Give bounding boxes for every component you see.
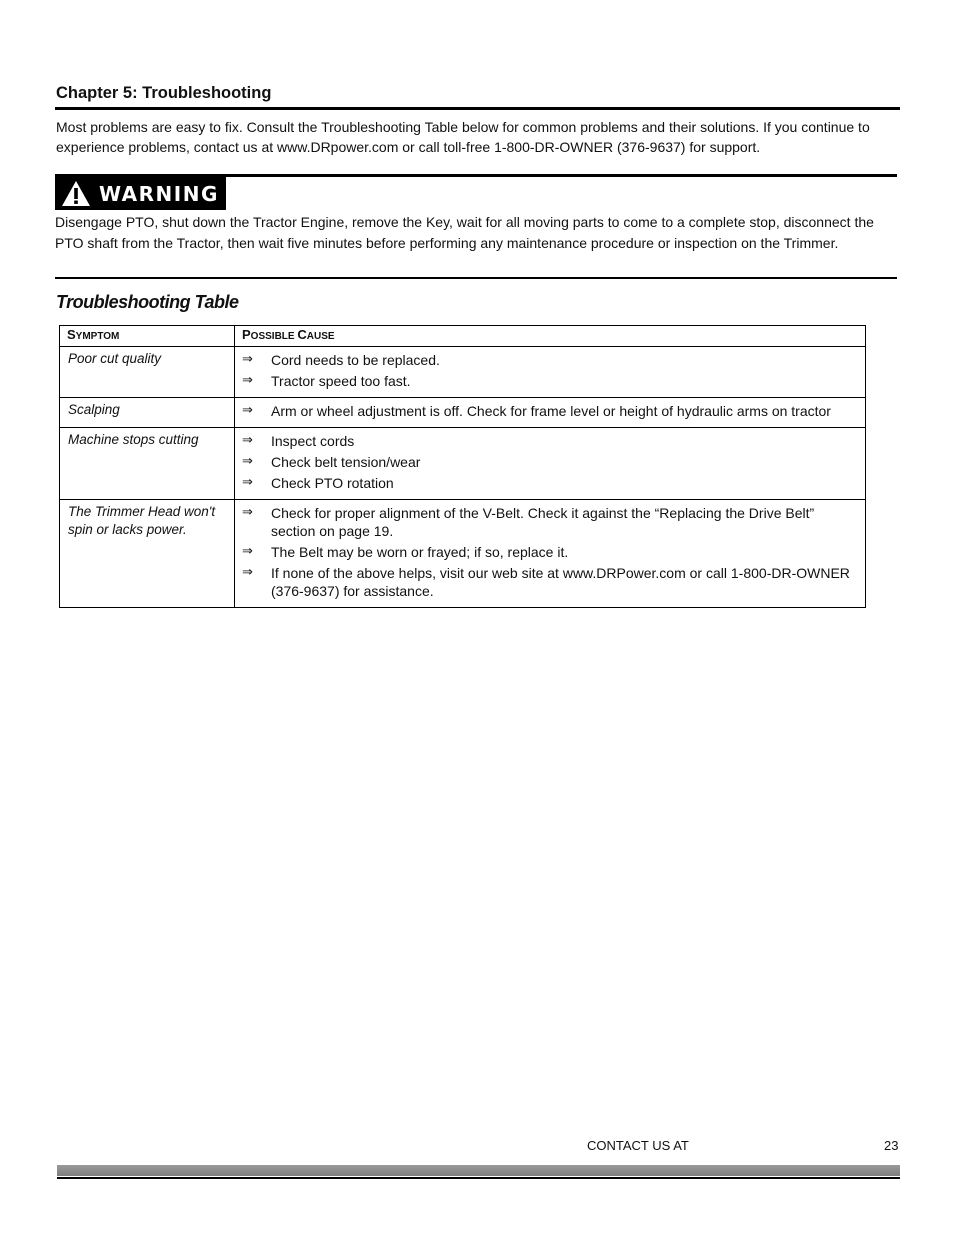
cause-text: Check for proper alignment of the V-Belt. Check it against the “Replacing the Drive Belt” section on page 19. [271, 505, 815, 539]
table-header-row [60, 326, 866, 347]
arrow-icon: ⇒ [242, 454, 253, 469]
arrow-icon: ⇒ [242, 475, 253, 490]
footer-line [57, 1177, 900, 1179]
cause-cell [235, 347, 866, 398]
cause-item [242, 474, 859, 492]
arrow-icon: ⇒ [242, 505, 253, 520]
cause-item [242, 504, 859, 540]
symptom-cell: Poor cut quality [60, 347, 235, 398]
cause-item [242, 543, 859, 561]
troubleshooting-table [59, 325, 866, 608]
cause-item [242, 432, 859, 450]
table-row [60, 347, 866, 398]
cause-item [242, 402, 859, 420]
table-row [60, 398, 866, 428]
footer-contact: CONTACT US AT [587, 1138, 689, 1153]
page-number: 23 [884, 1138, 899, 1153]
cause-item [242, 351, 859, 369]
cause-text: If none of the above helps, visit our web site at www.DRPower.com or call 1-800-DR-OWNER (376-9637) for assistance. [271, 565, 850, 599]
warning-triangle-icon [61, 180, 91, 207]
cause-cell [235, 428, 866, 500]
cause-text: Inspect cords [271, 433, 355, 449]
warning-bottom-rule [55, 277, 897, 279]
cause-text: Check belt tension/wear [271, 454, 421, 470]
header-possible-cause: POSSIBLE CAUSE [235, 326, 866, 347]
cause-item [242, 453, 859, 471]
chapter-title: Chapter 5: Troubleshooting [56, 84, 272, 102]
arrow-icon: ⇒ [242, 403, 253, 418]
cause-cell [235, 500, 866, 608]
cause-text: The Belt may be worn or frayed; if so, replace it. [271, 544, 569, 560]
warning-text: Disengage PTO, shut down the Tractor Engine, remove the Key, wait for all moving parts to come to a complete stop, disconnect the PTO shaft from the Tractor, then wait five minutes before performing any maintenance procedure or inspection on the Trimmer. [55, 214, 874, 251]
intro-paragraph: Most problems are easy to fix. Consult the Troubleshooting Table below for common problems and their solutions. If you continue to experience problems, contact us at www.DRpower.com or call toll-free 1-800-DR-OWNER (376-9637) for support. [56, 119, 870, 155]
cause-text: Check PTO rotation [271, 475, 394, 491]
warning-banner [55, 177, 226, 210]
cause-text: Tractor speed too fast. [271, 373, 411, 389]
arrow-icon: ⇒ [242, 373, 253, 388]
arrow-icon: ⇒ [242, 565, 253, 580]
symptom-cell: The Trimmer Head won't spin or lacks power. [60, 500, 235, 608]
cause-item [242, 564, 859, 600]
symptom-cell: Scalping [60, 398, 235, 428]
arrow-icon: ⇒ [242, 352, 253, 367]
arrow-icon: ⇒ [242, 544, 253, 559]
chapter-rule [55, 107, 900, 110]
table-body [60, 347, 866, 608]
cause-item [242, 372, 859, 390]
footer-bar [57, 1165, 900, 1176]
cause-text: Arm or wheel adjustment is off. Check for frame level or height of hydraulic arms on tractor [271, 403, 831, 419]
header-symptom: SYMPTOM [60, 326, 235, 347]
symptom-cell: Machine stops cutting [60, 428, 235, 500]
table-row [60, 500, 866, 608]
warning-label: WARNING [99, 181, 219, 206]
arrow-icon: ⇒ [242, 433, 253, 448]
table-title: Troubleshooting Table [56, 292, 239, 312]
table-row [60, 428, 866, 500]
cause-text: Cord needs to be replaced. [271, 352, 440, 368]
cause-cell [235, 398, 866, 428]
